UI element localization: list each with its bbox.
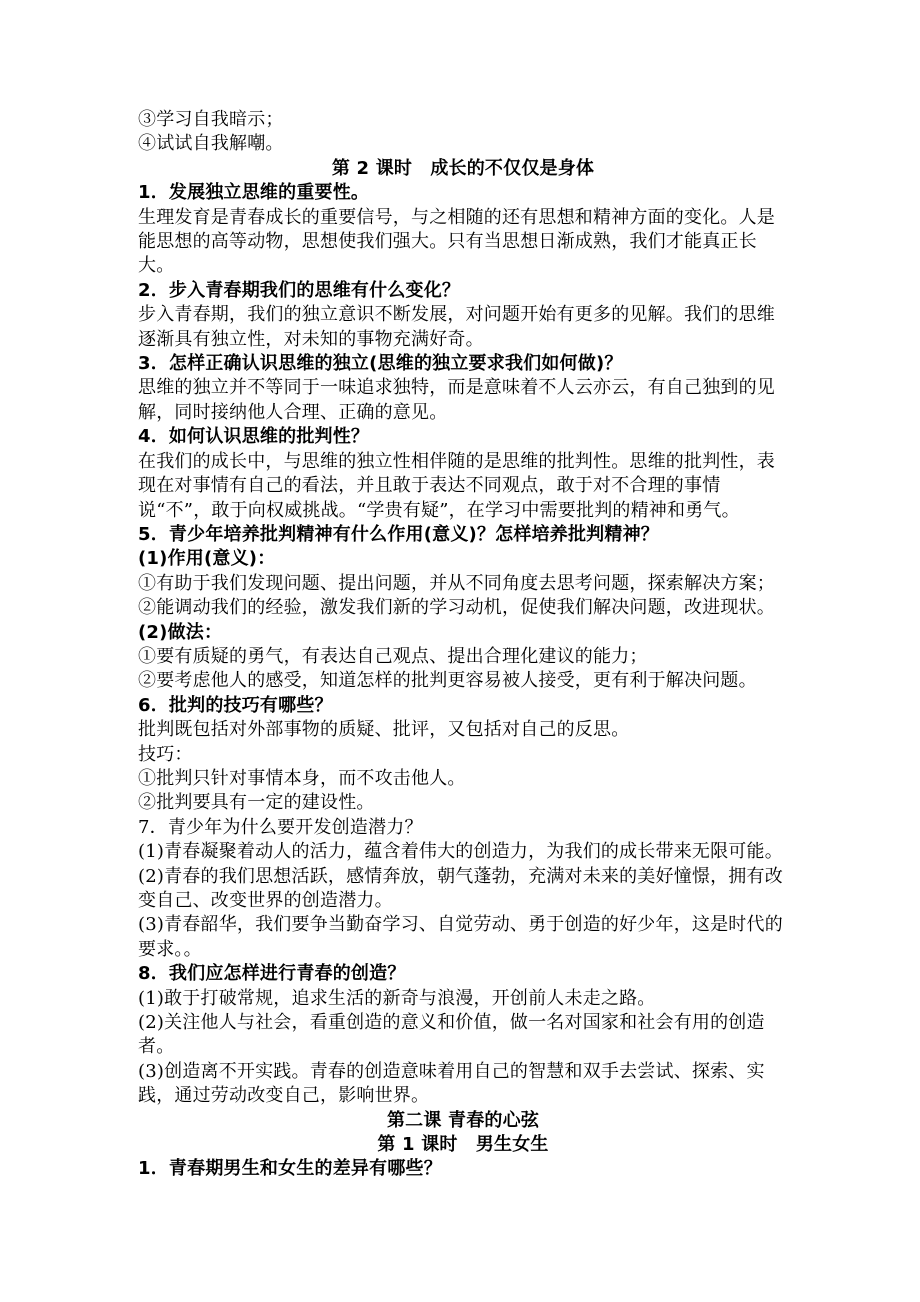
paragraph: 思维的独立并不等同于一味追求独特，而是意味着不人云亦云，有自己独到的见解，同时接纳他人合理、正确的意见。 — [138, 377, 775, 423]
question-heading: 1．青春期男生和女生的差异有哪些？ — [138, 1158, 442, 1180]
paragraph: ①批判只针对事情本身，而不攻击他人。 — [138, 767, 466, 789]
section-heading: 第 2 课时 成长的不仅仅是身体 — [331, 157, 595, 179]
paragraph: 技巧： — [138, 743, 193, 765]
question-heading: 3．怎样正确认识思维的独立(思维的独立要求我们如何做)？ — [138, 353, 623, 375]
paragraph: ②批判要具有一定的建设性。 — [138, 792, 375, 814]
paragraph: ①要有质疑的勇气，有表达自己观点、提出合理化建议的能力； — [138, 645, 648, 667]
section-heading: 第 1 课时 男生女生 — [377, 1134, 549, 1156]
paragraph: ②要考虑他人的感受，知道怎样的批判更容易被人接受，更有利于解决问题。 — [138, 670, 757, 692]
paragraph: ④试试自我解嘲。 — [138, 133, 284, 155]
question-heading: (1)作用(意义)： — [138, 548, 276, 570]
paragraph: ①有助于我们发现问题、提出问题，并从不同角度去思考问题，探索解决方案； — [138, 572, 775, 594]
question-heading: 6．批判的技巧有哪些？ — [138, 694, 333, 716]
question-heading: (2)做法： — [138, 621, 223, 643]
question-heading: 4．如何认识思维的批判性？ — [138, 426, 370, 448]
section-heading: 第二课 青春的心弦 — [386, 1109, 540, 1131]
question-heading: 1．发展独立思维的重要性。 — [138, 182, 370, 204]
paragraph: 在我们的成长中，与思维的独立性相伴随的是思维的批判性。思维的批判性，表现在对事情有自己的看法，并且敢于表达不同观点，敢于对不合理的事情说“不”，敢于向权威挑战。“学贵有疑”，在学习中需要批判的精神和勇气。 — [138, 450, 775, 521]
paragraph: (1)青春凝聚着动人的活力，蕴含着伟大的创造力，为我们的成长带来无限可能。 — [138, 841, 783, 863]
question-heading: 2．步入青春期我们的思维有什么变化？ — [138, 279, 461, 301]
paragraph: (3)青春韶华，我们要争当勤奋学习、自觉劳动、勇于创造的好少年，这是时代的要求。。 — [138, 914, 783, 960]
paragraph: ②能调动我们的经验，激发我们新的学习动机，促使我们解决问题，改进现状。 — [138, 597, 775, 619]
paragraph: 批判既包括对外部事物的质疑、批评，又包括对自己的反思。 — [138, 719, 630, 741]
paragraph: 7．青少年为什么要开发创造潜力？ — [138, 816, 423, 838]
question-heading: 5．青少年培养批判精神有什么作用(意义)？怎样培养批判精神？ — [138, 523, 659, 545]
document-page — [138, 108, 788, 1182]
paragraph: 步入青春期，我们的独立意识不断发展，对问题开始有更多的见解。我们的思维逐渐具有独立性，对未知的事物充满好奇。 — [138, 304, 775, 350]
paragraph: (2)青春的我们思想活跃，感情奔放，朝气蓬勃，充满对未来的美好憧憬，拥有改变自己、改变世界的创造潜力。 — [138, 865, 783, 911]
paragraph: (1)敢于打破常规，追求生活的新奇与浪漫，开创前人未走之路。 — [138, 987, 656, 1009]
question-heading: 8．我们应怎样进行青春的创造？ — [138, 963, 406, 985]
paragraph: (2)关注他人与社会，看重创造的意义和价值，做一名对国家和社会有用的创造者。 — [138, 1012, 765, 1058]
paragraph: ③学习自我暗示； — [138, 109, 284, 130]
paragraph: 生理发育是青春成长的重要信号，与之相随的还有思想和精神方面的变化。人是能思想的高等动物，思想使我们强大。只有当思想日渐成熟，我们才能真正长大。 — [138, 206, 775, 277]
paragraph: (3)创造离不开实践。青春的创造意味着用自己的智慧和双手去尝试、探索、实践，通过劳动改变自己，影响世界。 — [138, 1060, 765, 1107]
